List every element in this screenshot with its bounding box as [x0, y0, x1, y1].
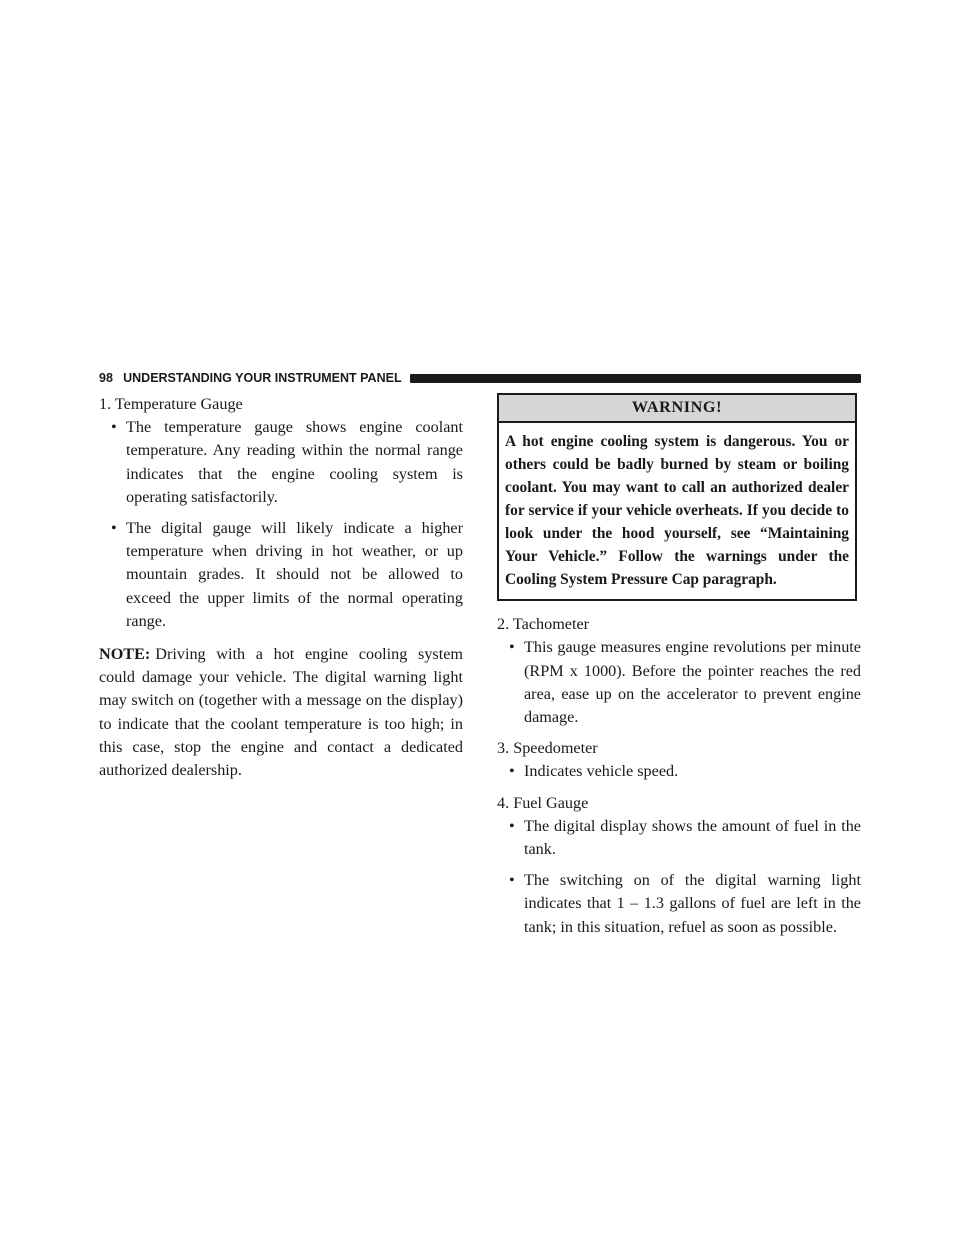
bullet-glyph: •: [509, 762, 515, 781]
header-rule: [410, 374, 861, 383]
bullet-text: The temperature gauge shows engine coolant temperature. Any reading within the normal range indicates that the engine cooling system is operating satisfactorily.: [126, 418, 463, 506]
bullet-item: [99, 517, 463, 633]
item-fuel-gauge: [497, 792, 861, 939]
item-heading: 1. Temperature Gauge: [99, 395, 243, 413]
bullet-text: This gauge measures engine revolutions per minute (RPM x 1000). Before the pointer reaches the red area, ease up on the accelerator to prevent engine damage.: [524, 638, 861, 727]
bullet-glyph: •: [509, 638, 515, 657]
item-heading: 3. Speedometer: [497, 739, 598, 758]
bullet-item: [497, 815, 861, 861]
bullet-item: [99, 416, 463, 509]
warning-text: A hot engine cooling system is dangerous. You or others could be badly burned by steam or boiling coolant. You may want to call an authorized dealer for service if your vehicle overheats. If you decide to look under the hood yourself, see “Maintaining Your Vehicle.” Follow the warnings under the Cooling System Pressure Cap paragraph.: [505, 433, 849, 589]
page-header: [99, 370, 861, 386]
item-heading: 2. Tachometer: [497, 615, 590, 634]
bullet-text: The switching on of the digital warning light indicates that 1 – 1.3 gallons of fuel are left in the tank; in this situation, refuel as soon as possible.: [524, 871, 861, 936]
note-text: Driving with a hot engine cooling system could damage your vehicle. The digital warning light may switch on (together with a message on the display) to indicate that the coolant temperature is too high; in this case, stop the engine and contact a dedicated authorized dealership.: [99, 645, 463, 780]
bullet-text: The digital gauge will likely indicate a higher temperature when driving in hot weather, or up mountain grades. It should not be allowed to exceed the upper limits of the normal operating range.: [126, 519, 463, 630]
note-paragraph: [99, 643, 463, 782]
right-column: [497, 393, 861, 939]
section-title: UNDERSTANDING YOUR INSTRUMENT PANEL: [123, 371, 402, 385]
note-label: NOTE:: [99, 645, 151, 664]
bullet-glyph: •: [509, 816, 515, 835]
page-number: 98: [99, 371, 114, 385]
item-temperature-gauge: [99, 393, 463, 633]
warning-title: WARNING!: [499, 395, 855, 423]
bullet-item: [497, 869, 861, 939]
bullet-item: [497, 760, 861, 783]
bullet-text: The digital display shows the amount of fuel in the tank.: [524, 816, 861, 859]
bullet-glyph: •: [111, 418, 117, 437]
bullet-item: [497, 636, 861, 729]
bullet-glyph: •: [509, 871, 515, 890]
bullet-text: Indicates vehicle speed.: [524, 762, 679, 781]
bullet-glyph: •: [111, 519, 117, 538]
item-speedometer: [497, 737, 861, 783]
left-column: [99, 393, 463, 798]
warning-box: [497, 393, 857, 601]
item-tachometer: [497, 613, 861, 729]
item-heading: 4. Fuel Gauge: [497, 793, 589, 812]
